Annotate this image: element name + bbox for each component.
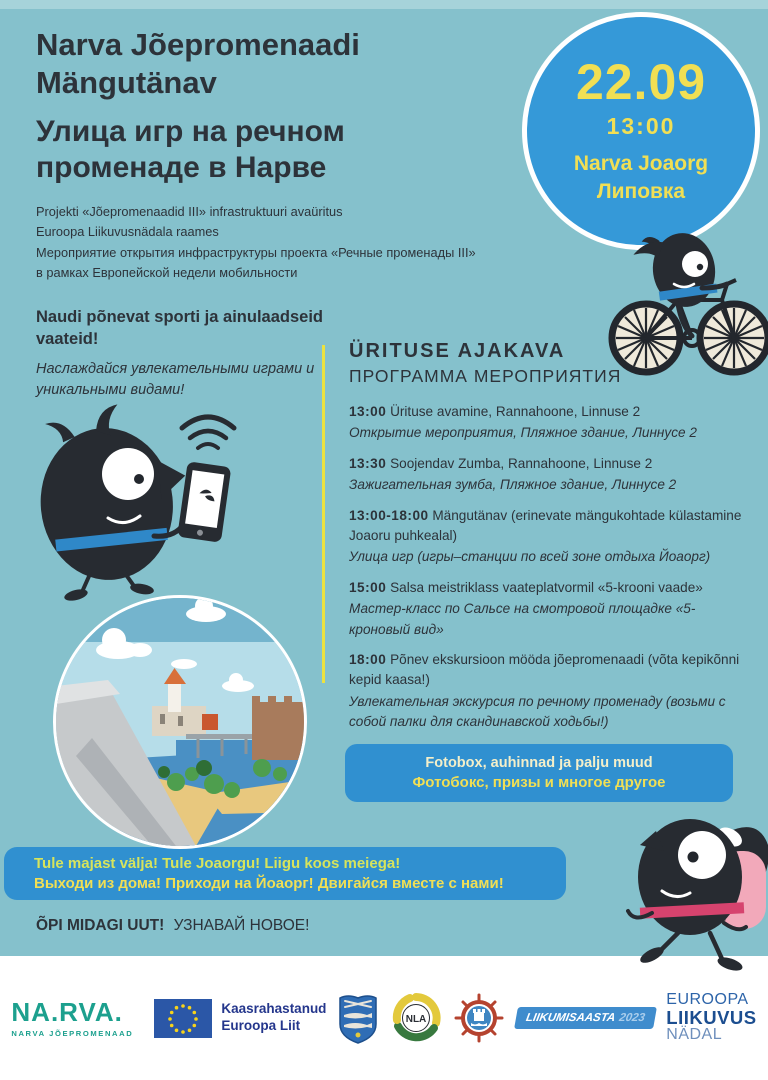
schedule-text-et: Põnev ekskursioon mööda jõepromenaadi (võta kepikõnni kepid kaasa!) xyxy=(349,651,740,688)
ship-wheel-logo-icon xyxy=(453,992,505,1044)
event-place-ru: Липовка xyxy=(596,179,686,203)
schedule-text-et: Salsa meistriklass vaateplatvormil «5-krooni vaade» xyxy=(390,579,703,595)
nla-logo-icon xyxy=(390,992,442,1044)
program-heading-estonian: ÜRITUSE AJAKAVA xyxy=(349,340,566,362)
promenade-photo-icon xyxy=(53,595,307,849)
cta-line-et: Tule majast välja! Tule Joaorgu! Liigu koos meiega! xyxy=(34,855,401,872)
schedule-time: 15:00 xyxy=(349,579,387,595)
schedule-time: 18:00 xyxy=(349,651,387,667)
schedule-item xyxy=(349,402,751,444)
schedule-text-ru: Улица игр (игры–станции по всей зоне отдыха Йоаорг) xyxy=(349,549,711,565)
narva-logo-word: NA.RVA. xyxy=(11,996,123,1027)
intro-russian: Наслаждайся увлекательными играми и уникальными видами! xyxy=(36,360,315,399)
fotobox-line-ru: Фотобокс, призы и многое другое xyxy=(412,774,666,791)
subtitle-line: Мероприятие открытия инфраструктуры проекта «Речные променады III» xyxy=(36,244,476,260)
intro-block xyxy=(36,306,331,402)
schedule-time: 13:00 xyxy=(349,404,387,419)
schedule-item xyxy=(349,650,751,733)
schedule-item xyxy=(349,506,751,568)
cta-banner xyxy=(4,847,566,900)
learn-line xyxy=(36,917,309,935)
liikumisaasta-label: LIIKUMISAASTA xyxy=(525,1012,617,1024)
schedule-item xyxy=(349,578,751,640)
event-time: 13:00 xyxy=(606,113,676,140)
eu-cofunding-logo xyxy=(154,999,326,1038)
schedule-text-ru: Увлекательная экскурсия по речному променаду (возьми с собой палки для скандинавской ходьбы!) xyxy=(349,693,726,730)
mobility-line1: EUROOPA xyxy=(666,991,749,1009)
subtitle-line: Projekti «Jõepromenaadid III» infrastruktuuri avaüritus xyxy=(36,204,343,219)
vertical-divider xyxy=(322,345,325,683)
cta-line-ru: Выходи из дома! Приходи на Йоаорг! Двигайся вместе с нами! xyxy=(34,875,504,892)
fotobox-line-et: Fotobox, auhinnad ja palju muud xyxy=(425,755,653,771)
narva-coat-of-arms-icon xyxy=(337,991,379,1045)
mobility-line3: NÄDAL xyxy=(666,1026,723,1044)
header xyxy=(36,26,506,187)
subtitle-line: Euroopa Liikuvusnädala raames xyxy=(36,224,219,240)
mobility-line2: LIIKUVUS xyxy=(666,1006,757,1028)
event-place-et: Narva Joaorg xyxy=(573,152,709,176)
page-title-russian: Улица игр на речном променаде в Нарве xyxy=(36,114,345,185)
eu-cofunding-text xyxy=(221,1001,326,1035)
intro-estonian: Naudi põnevat sporti ja ainulaadseid vaateid! xyxy=(36,308,323,349)
date-badge xyxy=(522,12,760,250)
subtitle-block xyxy=(36,202,516,284)
eu-text-line2: Euroopa Liit xyxy=(221,1018,301,1033)
schedule-item xyxy=(349,454,751,496)
event-date: 22.09 xyxy=(575,54,707,111)
learn-russian: УЗНАВАЙ НОВОЕ! xyxy=(173,917,310,934)
narva-logo-subtitle: NARVA JÕEPROMENAAD xyxy=(11,1028,134,1038)
eu-text-line1: Kaasrahastanud xyxy=(221,1001,327,1017)
schedule-list xyxy=(349,402,751,732)
schedule-text-ru: Открытие мероприятия, Пляжное здание, Линнусе 2 xyxy=(349,425,697,441)
schedule-text-et: Soojendav Zumba, Rannahoone, Linnuse 2 xyxy=(390,455,653,471)
learn-estonian: ÕPI MIDAGI UUT! xyxy=(36,917,165,934)
page-top-edge xyxy=(0,0,768,9)
event-place xyxy=(574,150,708,205)
narva-logo xyxy=(11,996,143,1038)
mobility-week-logo xyxy=(666,992,756,1043)
mascot-on-bicycle-icon xyxy=(606,226,768,383)
eu-flag-icon xyxy=(154,999,212,1038)
schedule-text-et: Ürituse avamine, Rannahoone, Linnuse 2 xyxy=(390,404,641,419)
schedule-time: 13:30 xyxy=(349,455,387,471)
mascot-runner-icon xyxy=(626,793,768,988)
liikumisaasta-year: 2023 xyxy=(618,1012,647,1024)
program-heading-russian: ПРОГРАММА МЕРОПРИЯТИЯ xyxy=(349,366,622,386)
page-title-estonian: Narva Jõepromenaadi Mängutänav xyxy=(36,27,360,100)
subtitle-line: в рамках Европейской недели мобильности xyxy=(36,265,298,281)
schedule-time: 13:00-18:00 xyxy=(349,507,429,523)
schedule-text-et: Mängutänav (erinevate mängukohtade külastamine Joaoru puhkealal) xyxy=(349,507,742,543)
program-section xyxy=(349,340,751,742)
schedule-text-ru: Зажигательная зумба, Пляжное здание, Линнусе 2 xyxy=(349,477,677,493)
liikumisaasta-badge xyxy=(514,1007,657,1029)
nla-label: NLA xyxy=(406,1014,427,1025)
schedule-text-ru: Мастер-класс по Сальсе на смотровой площадке «5-кроновый вид» xyxy=(349,601,696,637)
mascot-with-phone-icon xyxy=(12,396,284,609)
